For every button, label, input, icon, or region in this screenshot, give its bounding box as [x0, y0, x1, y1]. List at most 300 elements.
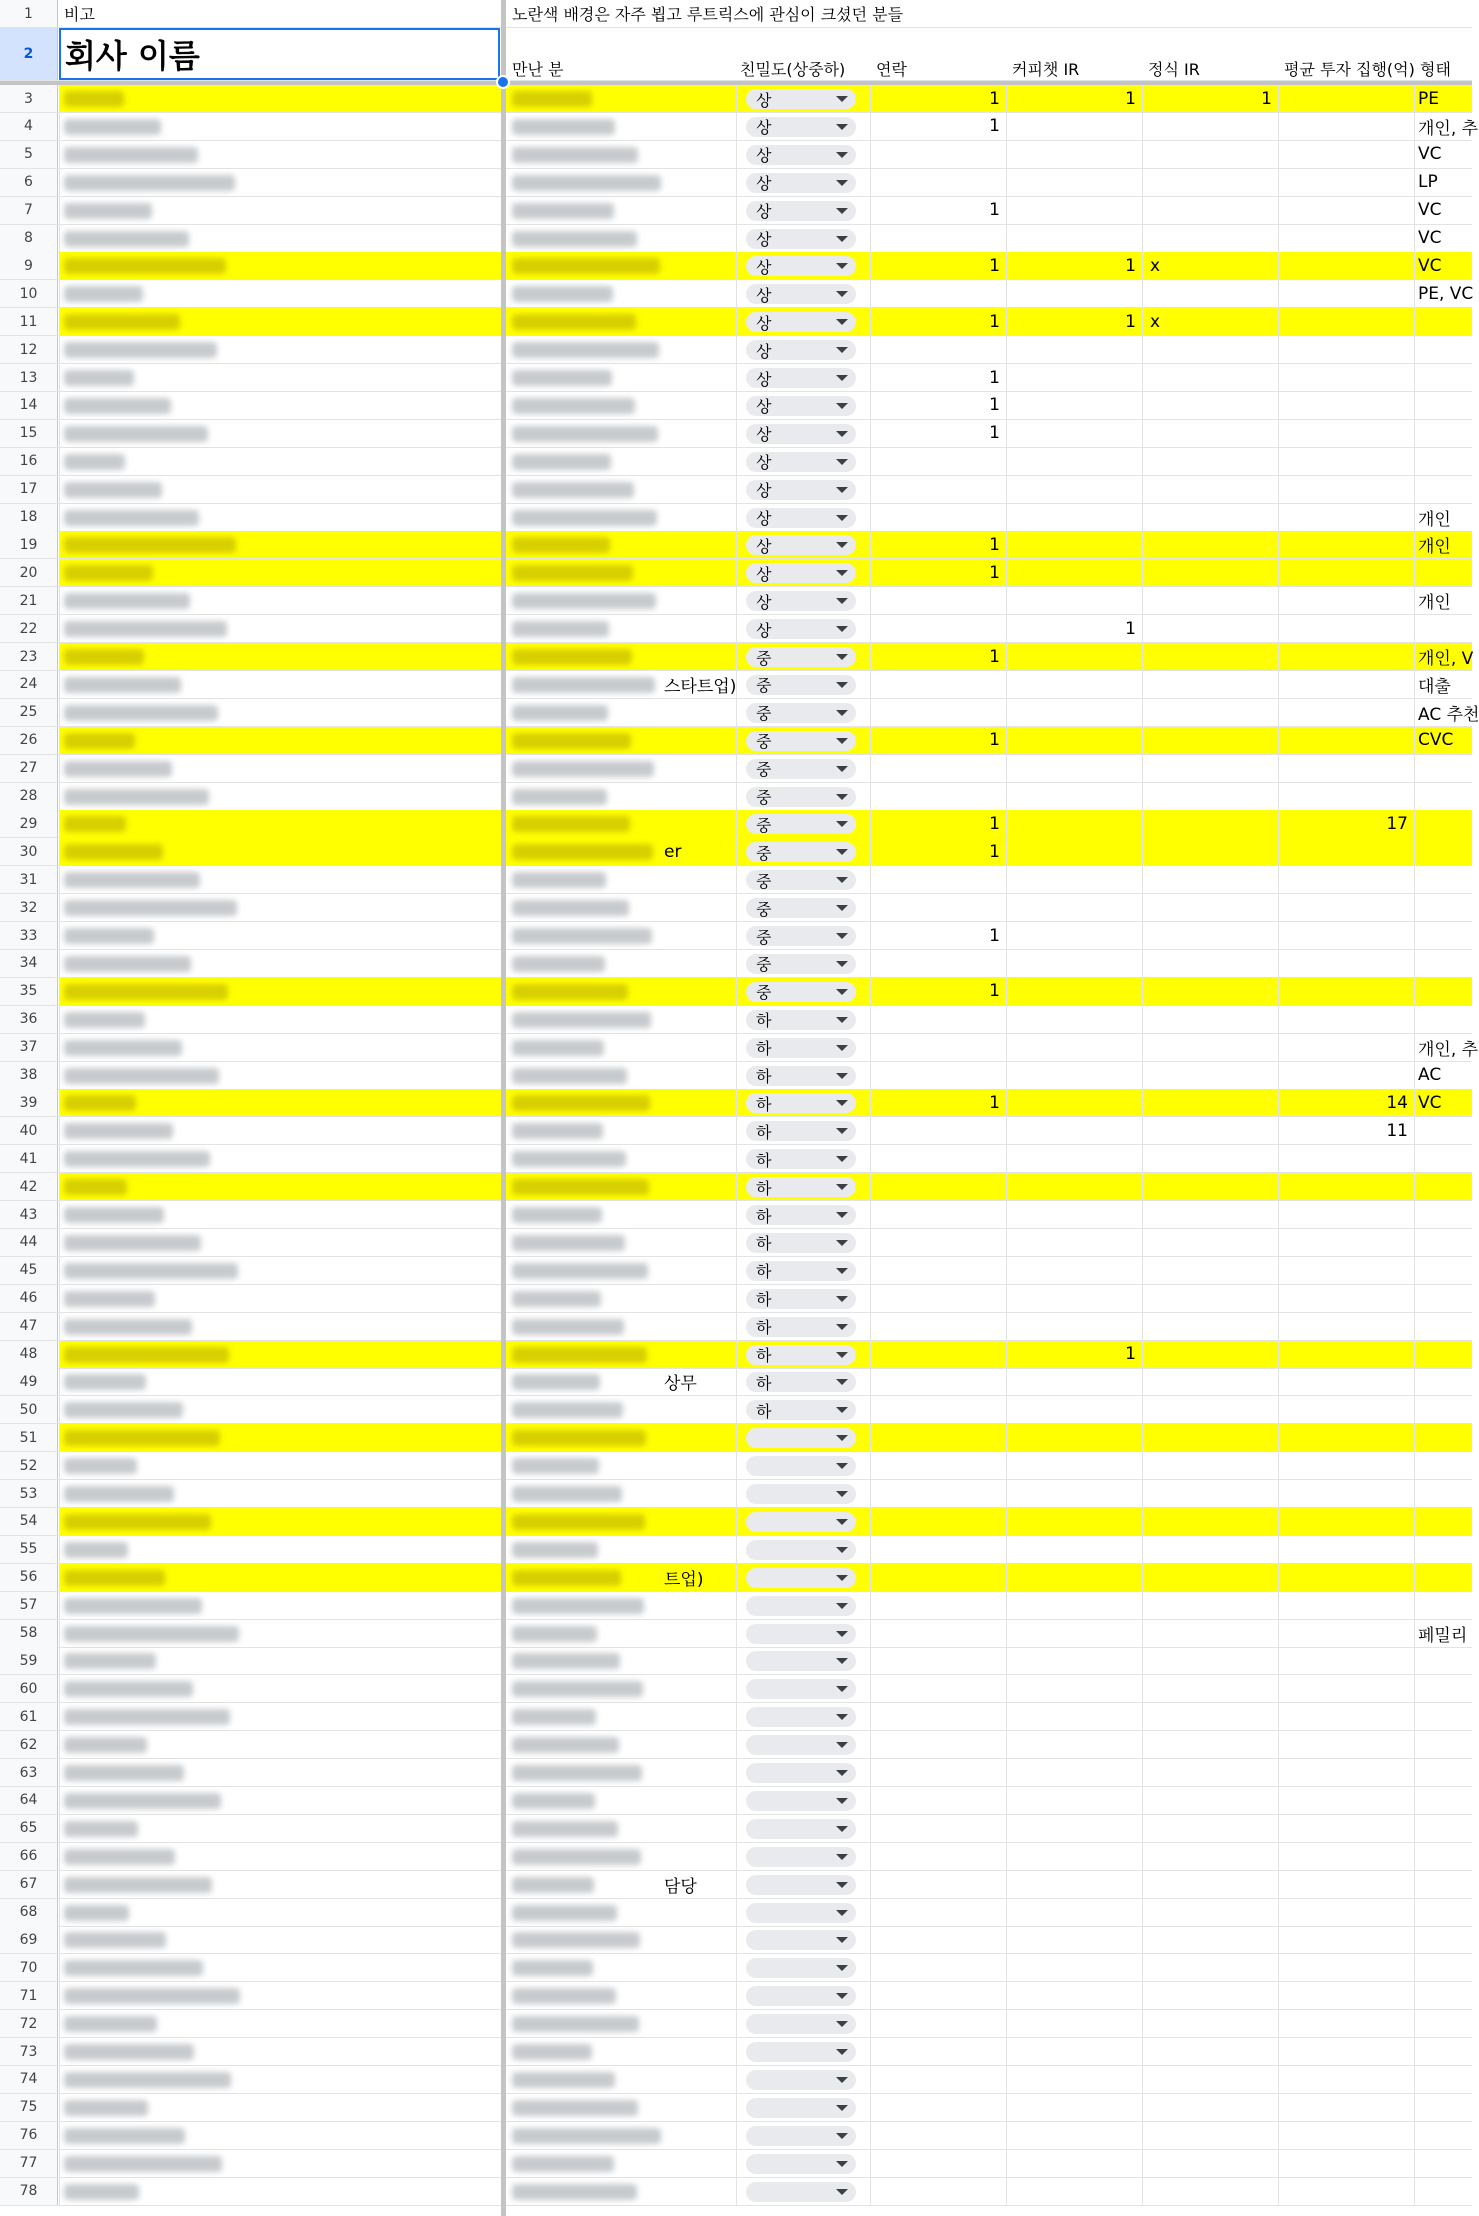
- row-number[interactable]: 61: [0, 1703, 58, 1730]
- redacted-person-name[interactable]: [512, 2184, 637, 2200]
- redacted-company-name[interactable]: [64, 1095, 136, 1111]
- redacted-company-name[interactable]: [64, 119, 161, 135]
- row-number[interactable]: 26: [0, 727, 58, 754]
- row-number[interactable]: 36: [0, 1006, 58, 1033]
- row-number[interactable]: 37: [0, 1034, 58, 1061]
- chevron-down-icon[interactable]: [836, 2021, 848, 2027]
- chevron-down-icon[interactable]: [836, 1100, 848, 1106]
- chevron-down-icon[interactable]: [836, 1519, 848, 1525]
- closeness-dropdown[interactable]: [746, 1038, 856, 1058]
- chevron-down-icon[interactable]: [836, 989, 848, 995]
- met-person-suffix[interactable]: er: [664, 841, 682, 862]
- closeness-dropdown[interactable]: [746, 1317, 856, 1337]
- row-number[interactable]: 14: [0, 392, 58, 419]
- col-contact[interactable]: 연락: [876, 59, 907, 79]
- chevron-down-icon[interactable]: [836, 1045, 848, 1051]
- closeness-dropdown[interactable]: [746, 535, 856, 555]
- chevron-down-icon[interactable]: [836, 1547, 848, 1553]
- redacted-company-name[interactable]: [64, 1040, 182, 1056]
- row-number[interactable]: 56: [0, 1564, 58, 1591]
- redacted-person-name[interactable]: [512, 370, 612, 386]
- redacted-company-name[interactable]: [64, 1151, 210, 1167]
- row-number[interactable]: 55: [0, 1536, 58, 1563]
- chevron-down-icon[interactable]: [836, 794, 848, 800]
- chevron-down-icon[interactable]: [836, 459, 848, 465]
- type-cell[interactable]: CVC: [1418, 730, 1454, 751]
- redacted-person-name[interactable]: [512, 258, 660, 274]
- chevron-down-icon[interactable]: [836, 1435, 848, 1441]
- chevron-down-icon[interactable]: [836, 570, 848, 576]
- closeness-dropdown[interactable]: [746, 1428, 856, 1448]
- redacted-company-name[interactable]: [64, 844, 163, 860]
- redacted-person-name[interactable]: [512, 789, 607, 805]
- redacted-person-name[interactable]: [512, 147, 638, 163]
- chevron-down-icon[interactable]: [836, 1491, 848, 1497]
- row-number[interactable]: 34: [0, 950, 58, 977]
- coffee-ir-cell[interactable]: 1: [1125, 88, 1136, 109]
- redacted-company-name[interactable]: [64, 342, 217, 358]
- redacted-company-name[interactable]: [64, 147, 198, 163]
- coffee-ir-cell[interactable]: 1: [1125, 311, 1136, 332]
- chevron-down-icon[interactable]: [836, 1128, 848, 1134]
- row-number[interactable]: 50: [0, 1396, 58, 1423]
- redacted-person-name[interactable]: [512, 2044, 592, 2060]
- row-number[interactable]: 57: [0, 1592, 58, 1619]
- type-cell[interactable]: VC: [1418, 1092, 1442, 1113]
- redacted-company-name[interactable]: [64, 677, 181, 693]
- chevron-down-icon[interactable]: [836, 2077, 848, 2083]
- closeness-dropdown[interactable]: [746, 1010, 856, 1030]
- contact-cell[interactable]: 1: [989, 841, 1000, 862]
- redacted-company-name[interactable]: [64, 1793, 221, 1809]
- chevron-down-icon[interactable]: [836, 208, 848, 214]
- contact-cell[interactable]: 1: [989, 255, 1000, 276]
- closeness-dropdown[interactable]: [746, 89, 856, 109]
- closeness-dropdown[interactable]: [746, 563, 856, 583]
- row-number[interactable]: 54: [0, 1508, 58, 1535]
- row-number[interactable]: 39: [0, 1089, 58, 1116]
- closeness-dropdown[interactable]: [746, 368, 856, 388]
- row-number[interactable]: 76: [0, 2122, 58, 2149]
- redacted-company-name[interactable]: [64, 1374, 146, 1390]
- met-person-suffix[interactable]: 스타트업): [664, 676, 737, 697]
- avg-invest-cell[interactable]: 14: [1386, 1092, 1408, 1113]
- type-cell[interactable]: VC: [1418, 200, 1442, 221]
- redacted-company-name[interactable]: [64, 761, 172, 777]
- closeness-dropdown[interactable]: [746, 508, 856, 528]
- redacted-person-name[interactable]: [512, 91, 592, 107]
- redacted-person-name[interactable]: [512, 1319, 624, 1335]
- closeness-dropdown[interactable]: [746, 703, 856, 723]
- redacted-company-name[interactable]: [64, 1486, 174, 1502]
- col-coffee-ir[interactable]: 커피챗 IR: [1012, 59, 1080, 79]
- redacted-company-name[interactable]: [64, 426, 208, 442]
- row-number[interactable]: 72: [0, 2010, 58, 2037]
- redacted-person-name[interactable]: [512, 2072, 615, 2088]
- redacted-company-name[interactable]: [64, 1319, 192, 1335]
- redacted-person-name[interactable]: [512, 1988, 616, 2004]
- row-number[interactable]: 58: [0, 1620, 58, 1647]
- closeness-dropdown[interactable]: [746, 1456, 856, 1476]
- redacted-person-name[interactable]: [512, 1068, 627, 1084]
- closeness-dropdown[interactable]: [746, 1372, 856, 1392]
- chevron-down-icon[interactable]: [836, 821, 848, 827]
- chevron-down-icon[interactable]: [836, 2133, 848, 2139]
- row-number[interactable]: 33: [0, 922, 58, 949]
- chevron-down-icon[interactable]: [836, 1686, 848, 1692]
- row-number[interactable]: 63: [0, 1759, 58, 1786]
- row-number[interactable]: 24: [0, 671, 58, 698]
- chevron-down-icon[interactable]: [836, 347, 848, 353]
- chevron-down-icon[interactable]: [836, 1770, 848, 1776]
- row-number[interactable]: 68: [0, 1899, 58, 1926]
- row-number[interactable]: 11: [0, 308, 58, 335]
- closeness-dropdown[interactable]: [746, 842, 856, 862]
- row-number[interactable]: 35: [0, 978, 58, 1005]
- row-number[interactable]: 32: [0, 894, 58, 921]
- redacted-person-name[interactable]: [512, 1402, 623, 1418]
- chevron-down-icon[interactable]: [836, 654, 848, 660]
- redacted-person-name[interactable]: [512, 1542, 598, 1558]
- redacted-person-name[interactable]: [512, 342, 659, 358]
- redacted-company-name[interactable]: [64, 1821, 138, 1837]
- contact-cell[interactable]: 1: [989, 367, 1000, 388]
- row-number[interactable]: 13: [0, 364, 58, 391]
- redacted-company-name[interactable]: [64, 2184, 139, 2200]
- type-cell[interactable]: 대출: [1418, 676, 1451, 697]
- closeness-dropdown[interactable]: [746, 1875, 856, 1895]
- chevron-down-icon[interactable]: [836, 1463, 848, 1469]
- row-number[interactable]: 25: [0, 699, 58, 726]
- closeness-dropdown[interactable]: [746, 982, 856, 1002]
- chevron-down-icon[interactable]: [836, 877, 848, 883]
- chevron-down-icon[interactable]: [836, 1742, 848, 1748]
- redacted-person-name[interactable]: [512, 1905, 617, 1921]
- chevron-down-icon[interactable]: [836, 375, 848, 381]
- closeness-dropdown[interactable]: [746, 1484, 856, 1504]
- redacted-company-name[interactable]: [64, 1570, 165, 1586]
- chevron-down-icon[interactable]: [836, 738, 848, 744]
- redacted-company-name[interactable]: [64, 1291, 155, 1307]
- closeness-dropdown[interactable]: [746, 591, 856, 611]
- row-freeze-bar[interactable]: [0, 81, 1472, 85]
- closeness-dropdown[interactable]: [746, 1177, 856, 1197]
- contact-cell[interactable]: 1: [989, 925, 1000, 946]
- type-cell[interactable]: VC: [1418, 228, 1442, 248]
- type-cell[interactable]: PE: [1418, 88, 1439, 109]
- closeness-dropdown[interactable]: [746, 1596, 856, 1616]
- redacted-company-name[interactable]: [64, 1402, 183, 1418]
- col-formal-ir[interactable]: 정식 IR: [1148, 59, 1200, 79]
- redacted-person-name[interactable]: [512, 1653, 620, 1669]
- row-number[interactable]: 62: [0, 1731, 58, 1758]
- redacted-company-name[interactable]: [64, 482, 162, 498]
- redacted-person-name[interactable]: [512, 286, 613, 302]
- row-number[interactable]: 59: [0, 1647, 58, 1674]
- redacted-person-name[interactable]: [512, 1291, 601, 1307]
- row-number[interactable]: 15: [0, 420, 58, 447]
- avg-invest-cell[interactable]: 11: [1386, 1120, 1408, 1141]
- redacted-company-name[interactable]: [64, 1263, 238, 1279]
- chevron-down-icon[interactable]: [836, 319, 848, 325]
- coffee-ir-cell[interactable]: 1: [1125, 618, 1136, 639]
- row-number[interactable]: 43: [0, 1201, 58, 1228]
- row-number[interactable]: 52: [0, 1452, 58, 1479]
- redacted-company-name[interactable]: [64, 231, 189, 247]
- row-number[interactable]: 18: [0, 504, 58, 531]
- col-met[interactable]: 만난 분: [512, 59, 564, 79]
- redacted-person-name[interactable]: [512, 510, 657, 526]
- closeness-dropdown[interactable]: [746, 731, 856, 751]
- redacted-person-name[interactable]: [512, 1737, 619, 1753]
- met-person-suffix[interactable]: 상무: [664, 1374, 697, 1395]
- chevron-down-icon[interactable]: [836, 1798, 848, 1804]
- formal-ir-mark[interactable]: x: [1150, 311, 1161, 332]
- row-number[interactable]: 67: [0, 1871, 58, 1898]
- redacted-person-name[interactable]: [512, 593, 656, 609]
- redacted-company-name[interactable]: [64, 1347, 229, 1363]
- redacted-company-name[interactable]: [64, 984, 228, 1000]
- row-number[interactable]: 27: [0, 755, 58, 782]
- chevron-down-icon[interactable]: [836, 1910, 848, 1916]
- redacted-person-name[interactable]: [512, 1793, 595, 1809]
- redacted-person-name[interactable]: [512, 872, 606, 888]
- redacted-person-name[interactable]: [512, 956, 605, 972]
- chevron-down-icon[interactable]: [836, 2105, 848, 2111]
- formal-ir-mark[interactable]: x: [1150, 255, 1161, 276]
- chevron-down-icon[interactable]: [836, 933, 848, 939]
- redacted-company-name[interactable]: [64, 1765, 184, 1781]
- redacted-company-name[interactable]: [64, 928, 154, 944]
- chevron-down-icon[interactable]: [836, 710, 848, 716]
- redacted-person-name[interactable]: [512, 844, 653, 860]
- redacted-person-name[interactable]: [512, 565, 633, 581]
- met-person-suffix[interactable]: 트업): [664, 1569, 704, 1590]
- row-number[interactable]: 23: [0, 643, 58, 670]
- contact-cell[interactable]: 1: [989, 646, 1000, 667]
- redacted-company-name[interactable]: [64, 1207, 164, 1223]
- closeness-dropdown[interactable]: [746, 424, 856, 444]
- redacted-person-name[interactable]: [512, 1626, 597, 1642]
- closeness-dropdown[interactable]: [746, 647, 856, 667]
- selection-handle[interactable]: [496, 75, 510, 89]
- col-type[interactable]: 형태: [1420, 59, 1451, 79]
- redacted-company-name[interactable]: [64, 1681, 193, 1697]
- row-number[interactable]: 69: [0, 1926, 58, 1953]
- row-number[interactable]: 19: [0, 531, 58, 558]
- redacted-person-name[interactable]: [512, 314, 636, 330]
- chevron-down-icon[interactable]: [836, 1937, 848, 1943]
- closeness-dropdown[interactable]: [746, 1847, 856, 1867]
- closeness-dropdown[interactable]: [746, 2070, 856, 2090]
- contact-cell[interactable]: 1: [989, 200, 1000, 221]
- redacted-person-name[interactable]: [512, 1960, 593, 1976]
- redacted-company-name[interactable]: [64, 1179, 127, 1195]
- closeness-dropdown[interactable]: [746, 675, 856, 695]
- redacted-company-name[interactable]: [64, 1123, 173, 1139]
- redacted-company-name[interactable]: [64, 1598, 202, 1614]
- redacted-person-name[interactable]: [512, 1123, 603, 1139]
- row-number[interactable]: 73: [0, 2038, 58, 2065]
- redacted-company-name[interactable]: [64, 91, 124, 107]
- contact-cell[interactable]: 1: [989, 88, 1000, 109]
- chevron-down-icon[interactable]: [836, 236, 848, 242]
- contact-cell[interactable]: 1: [989, 395, 1000, 416]
- type-cell[interactable]: VC: [1418, 255, 1442, 276]
- closeness-dropdown[interactable]: [746, 1121, 856, 1141]
- row-number[interactable]: 29: [0, 810, 58, 837]
- redacted-company-name[interactable]: [64, 203, 152, 219]
- chevron-down-icon[interactable]: [836, 124, 848, 130]
- redacted-person-name[interactable]: [512, 1095, 650, 1111]
- redacted-person-name[interactable]: [512, 175, 661, 191]
- chevron-down-icon[interactable]: [836, 626, 848, 632]
- row-number[interactable]: 77: [0, 2150, 58, 2177]
- row-number[interactable]: 4: [0, 113, 58, 140]
- row-number[interactable]: 74: [0, 2066, 58, 2093]
- row-number[interactable]: 7: [0, 197, 58, 224]
- row-number[interactable]: 64: [0, 1787, 58, 1814]
- chevron-down-icon[interactable]: [836, 1379, 848, 1385]
- redacted-person-name[interactable]: [512, 649, 632, 665]
- closeness-dropdown[interactable]: [746, 452, 856, 472]
- closeness-dropdown[interactable]: [746, 145, 856, 165]
- redacted-company-name[interactable]: [64, 1905, 129, 1921]
- closeness-dropdown[interactable]: [746, 787, 856, 807]
- redacted-person-name[interactable]: [512, 1430, 646, 1446]
- row-number[interactable]: 8: [0, 225, 58, 252]
- chevron-down-icon[interactable]: [836, 1324, 848, 1330]
- redacted-person-name[interactable]: [512, 1877, 594, 1893]
- contact-cell[interactable]: 1: [989, 534, 1000, 555]
- chevron-down-icon[interactable]: [836, 431, 848, 437]
- redacted-person-name[interactable]: [512, 398, 635, 414]
- chevron-down-icon[interactable]: [836, 487, 848, 493]
- redacted-person-name[interactable]: [512, 1765, 642, 1781]
- redacted-company-name[interactable]: [64, 1960, 203, 1976]
- chevron-down-icon[interactable]: [836, 1854, 848, 1860]
- redacted-company-name[interactable]: [64, 705, 218, 721]
- type-cell[interactable]: 개인: [1418, 537, 1451, 558]
- row-number[interactable]: 3: [0, 85, 58, 112]
- closeness-dropdown[interactable]: [746, 2182, 856, 2202]
- chevron-down-icon[interactable]: [836, 515, 848, 521]
- redacted-person-name[interactable]: [512, 1263, 648, 1279]
- contact-cell[interactable]: 1: [989, 730, 1000, 751]
- chevron-down-icon[interactable]: [836, 961, 848, 967]
- chevron-down-icon[interactable]: [836, 1017, 848, 1023]
- redacted-person-name[interactable]: [512, 621, 609, 637]
- closeness-dropdown[interactable]: [746, 926, 856, 946]
- redacted-company-name[interactable]: [64, 1542, 128, 1558]
- contact-cell[interactable]: 1: [989, 311, 1000, 332]
- row-number[interactable]: 53: [0, 1480, 58, 1507]
- chevron-down-icon[interactable]: [836, 1631, 848, 1637]
- chevron-down-icon[interactable]: [836, 2049, 848, 2055]
- redacted-company-name[interactable]: [64, 286, 143, 302]
- redacted-person-name[interactable]: [512, 1374, 600, 1390]
- redacted-person-name[interactable]: [512, 1179, 649, 1195]
- redacted-company-name[interactable]: [64, 1988, 240, 2004]
- redacted-person-name[interactable]: [512, 1598, 644, 1614]
- redacted-company-name[interactable]: [64, 454, 125, 470]
- chevron-down-icon[interactable]: [836, 1714, 848, 1720]
- redacted-person-name[interactable]: [512, 2016, 639, 2032]
- redacted-person-name[interactable]: [512, 984, 628, 1000]
- row-number[interactable]: 40: [0, 1117, 58, 1144]
- closeness-dropdown[interactable]: [746, 1093, 856, 1113]
- row-number[interactable]: 2: [0, 28, 58, 80]
- contact-cell[interactable]: 1: [989, 562, 1000, 583]
- redacted-company-name[interactable]: [64, 2128, 185, 2144]
- redacted-company-name[interactable]: [64, 1626, 239, 1642]
- chevron-down-icon[interactable]: [836, 180, 848, 186]
- chevron-down-icon[interactable]: [836, 1352, 848, 1358]
- redacted-company-name[interactable]: [64, 1235, 201, 1251]
- closeness-dropdown[interactable]: [746, 1707, 856, 1727]
- closeness-dropdown[interactable]: [746, 1763, 856, 1783]
- redacted-person-name[interactable]: [512, 482, 634, 498]
- row-number[interactable]: 5: [0, 141, 58, 168]
- closeness-dropdown[interactable]: [746, 1149, 856, 1169]
- closeness-dropdown[interactable]: [746, 1679, 856, 1699]
- chevron-down-icon[interactable]: [836, 403, 848, 409]
- formal-ir-cell[interactable]: 1: [1261, 88, 1272, 109]
- closeness-dropdown[interactable]: [746, 1651, 856, 1671]
- row-number[interactable]: 65: [0, 1815, 58, 1842]
- closeness-dropdown[interactable]: [746, 229, 856, 249]
- closeness-dropdown[interactable]: [746, 2014, 856, 2034]
- chevron-down-icon[interactable]: [836, 1212, 848, 1218]
- redacted-company-name[interactable]: [64, 2044, 194, 2060]
- redacted-person-name[interactable]: [512, 1235, 625, 1251]
- chevron-down-icon[interactable]: [836, 1575, 848, 1581]
- closeness-dropdown[interactable]: [746, 340, 856, 360]
- closeness-dropdown[interactable]: [746, 954, 856, 974]
- row-number[interactable]: 78: [0, 2178, 58, 2205]
- redacted-company-name[interactable]: [64, 1737, 147, 1753]
- type-cell[interactable]: 페밀리: [1418, 1625, 1468, 1646]
- redacted-person-name[interactable]: [512, 733, 631, 749]
- redacted-company-name[interactable]: [64, 1932, 166, 1948]
- redacted-company-name[interactable]: [64, 1068, 219, 1084]
- redacted-company-name[interactable]: [64, 314, 180, 330]
- row-number[interactable]: 9: [0, 252, 58, 279]
- col-avg-invest[interactable]: 평균 투자 집행(억): [1284, 59, 1415, 79]
- row-number[interactable]: 46: [0, 1285, 58, 1312]
- redacted-person-name[interactable]: [512, 2100, 638, 2116]
- type-cell[interactable]: VC: [1418, 144, 1442, 165]
- closeness-dropdown[interactable]: [746, 1066, 856, 1086]
- chevron-down-icon[interactable]: [836, 152, 848, 158]
- closeness-dropdown[interactable]: [746, 1624, 856, 1644]
- redacted-person-name[interactable]: [512, 1347, 647, 1363]
- redacted-company-name[interactable]: [64, 2100, 148, 2116]
- chevron-down-icon[interactable]: [836, 1184, 848, 1190]
- redacted-company-name[interactable]: [64, 789, 209, 805]
- redacted-person-name[interactable]: [512, 1458, 599, 1474]
- redacted-company-name[interactable]: [64, 510, 199, 526]
- closeness-dropdown[interactable]: [746, 256, 856, 276]
- closeness-dropdown[interactable]: [746, 1261, 856, 1281]
- redacted-person-name[interactable]: [512, 1514, 645, 1530]
- closeness-dropdown[interactable]: [746, 1735, 856, 1755]
- closeness-dropdown[interactable]: [746, 2154, 856, 2174]
- row-number[interactable]: 31: [0, 866, 58, 893]
- row-number[interactable]: 48: [0, 1341, 58, 1368]
- redacted-company-name[interactable]: [64, 1877, 212, 1893]
- contact-cell[interactable]: 1: [989, 813, 1000, 834]
